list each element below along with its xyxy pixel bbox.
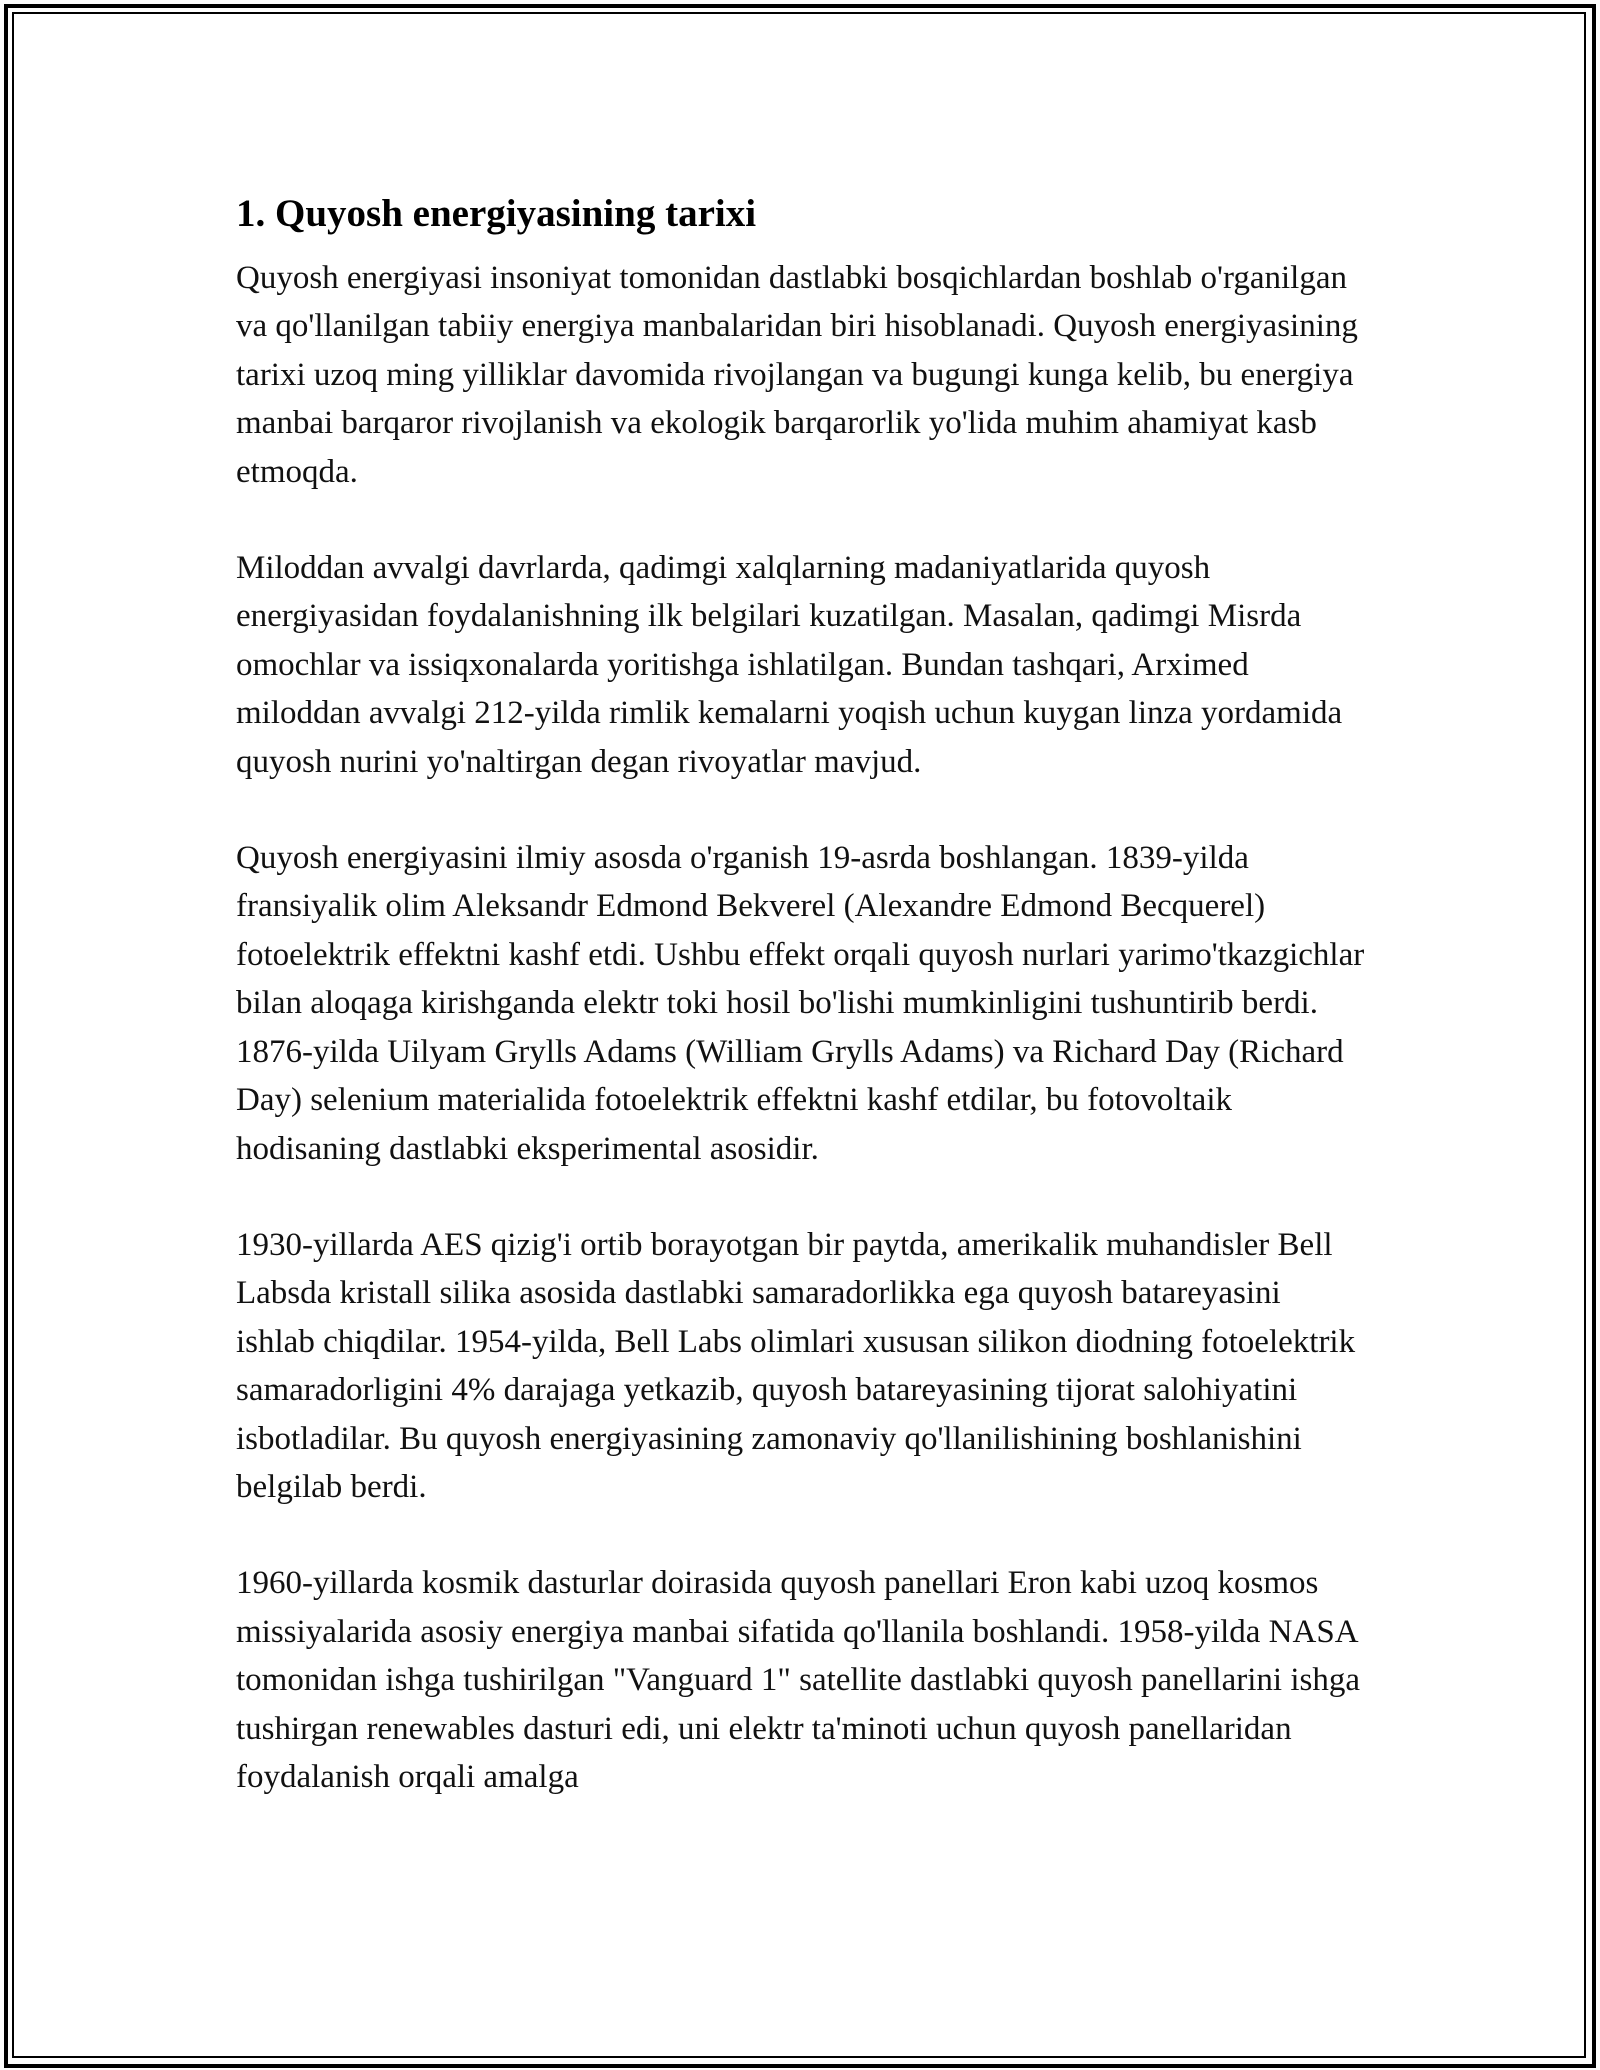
document-body [236, 186, 1366, 1801]
paragraph-19th-century: Quyosh energiyasini ilmiy asosda o'rganish 19-asrda boshlangan. 1839-yilda fransiyalik olim Aleksandr Edmond Bekverel (Alexandre Edmond Becquerel) fotoelektrik effektni kashf etdi. Ushbu effekt orqali quyosh nurlari yarimo'tkazgichlar bilan aloqaga kirishganda elektr toki hosil bo'lishi mumkinligini tushuntirib berdi. 1876-yilda Uilyam Grylls Adams (William Grylls Adams) va Richard Day (Richard Day) selenium materialida fotoelektrik effektni kashf etdilar, bu fotovoltaik hodisaning dastlabki eksperimental asosidir. [236, 840, 1365, 1167]
paragraph-space-programs: 1960-yillarda kosmik dasturlar doirasida quyosh panellari Eron kabi uzoq kosmos missiyalarida asosiy energiya manbai sifatida qo'llanila boshlandi. 1958-yilda NASA tomonidan ishga tushirilgan "Vanguard 1" satellite dastlabki quyosh panellarini ishga tushirgan renewables dasturi edi, uni elektr ta'minoti uchun quyosh panellaridan foydalanish orqali amalga [236, 1565, 1360, 1795]
paragraph-ancient: Miloddan avvalgi davrlarda, qadimgi xalqlarning madaniyatlarida quyosh energiyasidan foydalanishning ilk belgilari kuzatilgan. Masalan, qadimgi Misrda omochlar va issiqxonalarda yoritishga ishlatilgan. Bundan tashqari, Arximed miloddan avvalgi 212-yilda rimlik kemalarni yoqish uchun kuygan linza yordamida quyosh nurini yo'naltirgan degan rivoyatlar mavjud. [236, 550, 1343, 780]
paragraph-bell-labs: 1930-yillarda AES qizig'i ortib borayotgan bir paytda, amerikalik muhandisler Bell Labsda kristall silika asosida dastlabki samaradorlikka ega quyosh batareyasini ishlab chiqdilar. 1954-yilda, Bell Labs olimlari xususan silikon diodning fotoelektrik samaradorligini 4% darajaga yetkazib, quyosh batareyasining tijorat salohiyatini isbotladilar. Bu quyosh energiyasining zamonaviy qo'llanilishining boshlanishini belgilab berdi. [236, 1226, 1356, 1505]
section-heading: 1. Quyosh energiyasining tarixi [236, 192, 757, 235]
paragraph-intro: Quyosh energiyasi insoniyat tomonidan dastlabki bosqichlardan boshlab o'rganilgan va qo'llanilgan tabiiy energiya manbalaridan biri hisoblanadi. Quyosh energiyasining tarixi uzoq ming yilliklar davomida rivojlangan va bugungi kunga kelib, bu energiya manbai barqaror rivojlanish va ekologik barqarorlik yo'lida muhim ahamiyat kasb etmoqda. [236, 260, 1358, 490]
